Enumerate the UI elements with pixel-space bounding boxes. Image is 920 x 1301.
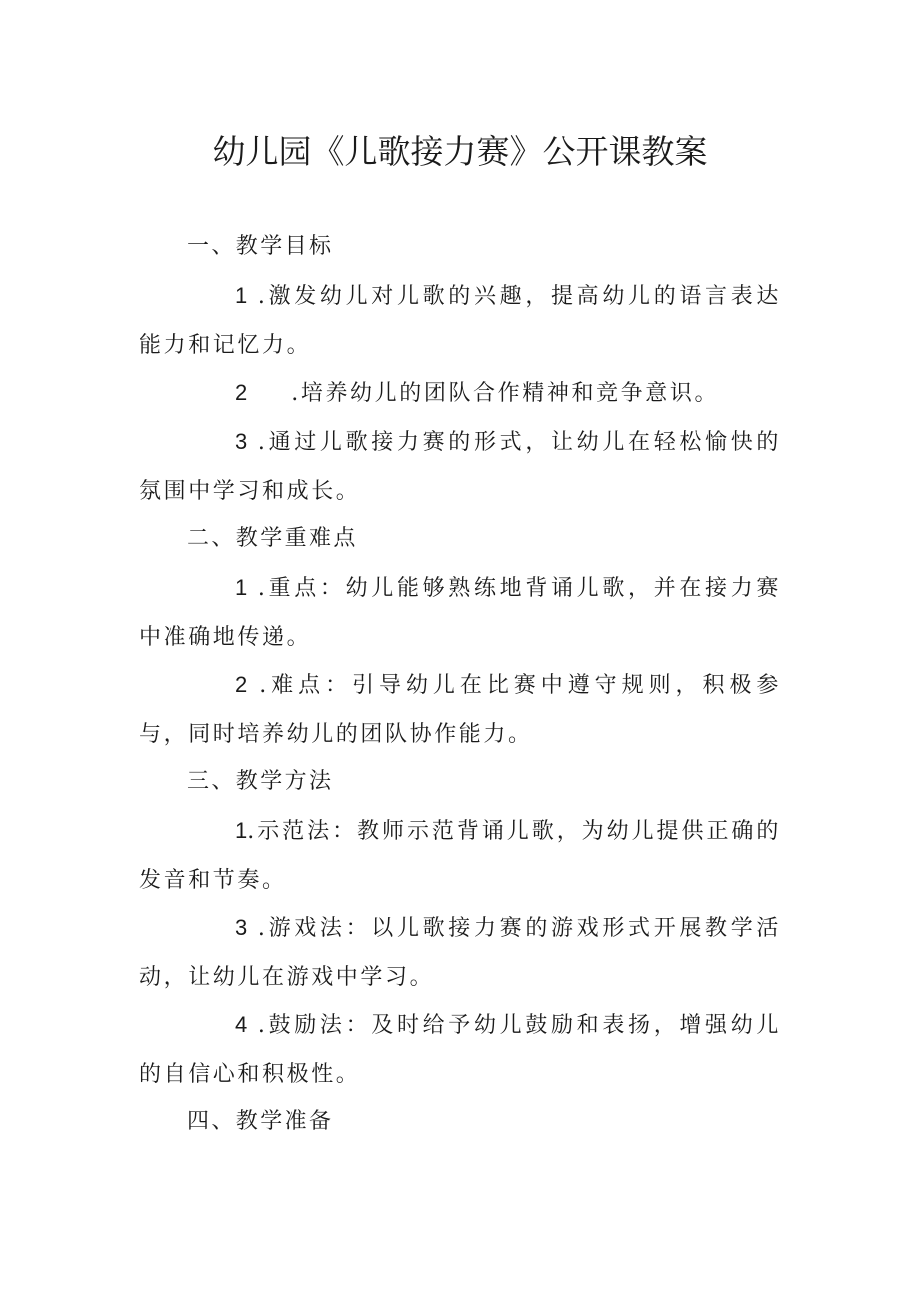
item-number: 1 (235, 283, 248, 308)
method-item-3 (139, 903, 781, 1002)
item-text: .通过儿歌接力赛的形式，让幼儿在轻松愉快的氛围中学习和成长。 (139, 430, 781, 504)
item-text: .游戏法：以儿歌接力赛的游戏形式开展教学活动，让幼儿在游戏中学习。 (139, 916, 781, 990)
item-text: .培养幼儿的团队合作精神和竞争意识。 (291, 381, 720, 406)
section-heading-preparation: 四、教学准备 (187, 1109, 334, 1134)
item-text: .激发幼儿对儿歌的兴趣，提高幼儿的语言表达能力和记忆力。 (139, 284, 781, 358)
document-title: 幼儿园《儿歌接力赛》公开课教案 (212, 132, 708, 171)
item-text: .重点：幼儿能够熟练地背诵儿歌，并在接力赛中准确地传递。 (139, 576, 781, 650)
item-number: 2 (235, 672, 248, 697)
section-heading-methods: 三、教学方法 (187, 769, 334, 794)
item-number: 1 (235, 575, 248, 600)
section-heading-key-points: 二、教学重难点 (187, 526, 358, 551)
item-text: .难点：引导幼儿在比赛中遵守规则，积极参与，同时培养幼儿的团队协作能力。 (139, 673, 781, 747)
item-number: 3 (235, 915, 248, 940)
item-number: 4 (235, 1012, 248, 1037)
item-number: 2 (235, 380, 248, 405)
objective-item-2 (139, 368, 781, 418)
key-point-item-2 (139, 660, 781, 759)
method-item-4 (139, 1000, 781, 1099)
item-text: .鼓励法：及时给予幼儿鼓励和表扬，增强幼儿的自信心和积极性。 (139, 1013, 781, 1087)
section-heading-objectives: 一、教学目标 (187, 234, 334, 259)
key-point-item-1 (139, 563, 781, 662)
item-number: 1 (235, 818, 248, 843)
item-number: 3 (235, 429, 248, 454)
item-text: .示范法：教师示范背诵儿歌，为幼儿提供正确的发音和节奏。 (139, 819, 781, 893)
method-item-1 (139, 806, 781, 905)
objective-item-3 (139, 417, 781, 516)
objective-item-1 (139, 271, 781, 370)
